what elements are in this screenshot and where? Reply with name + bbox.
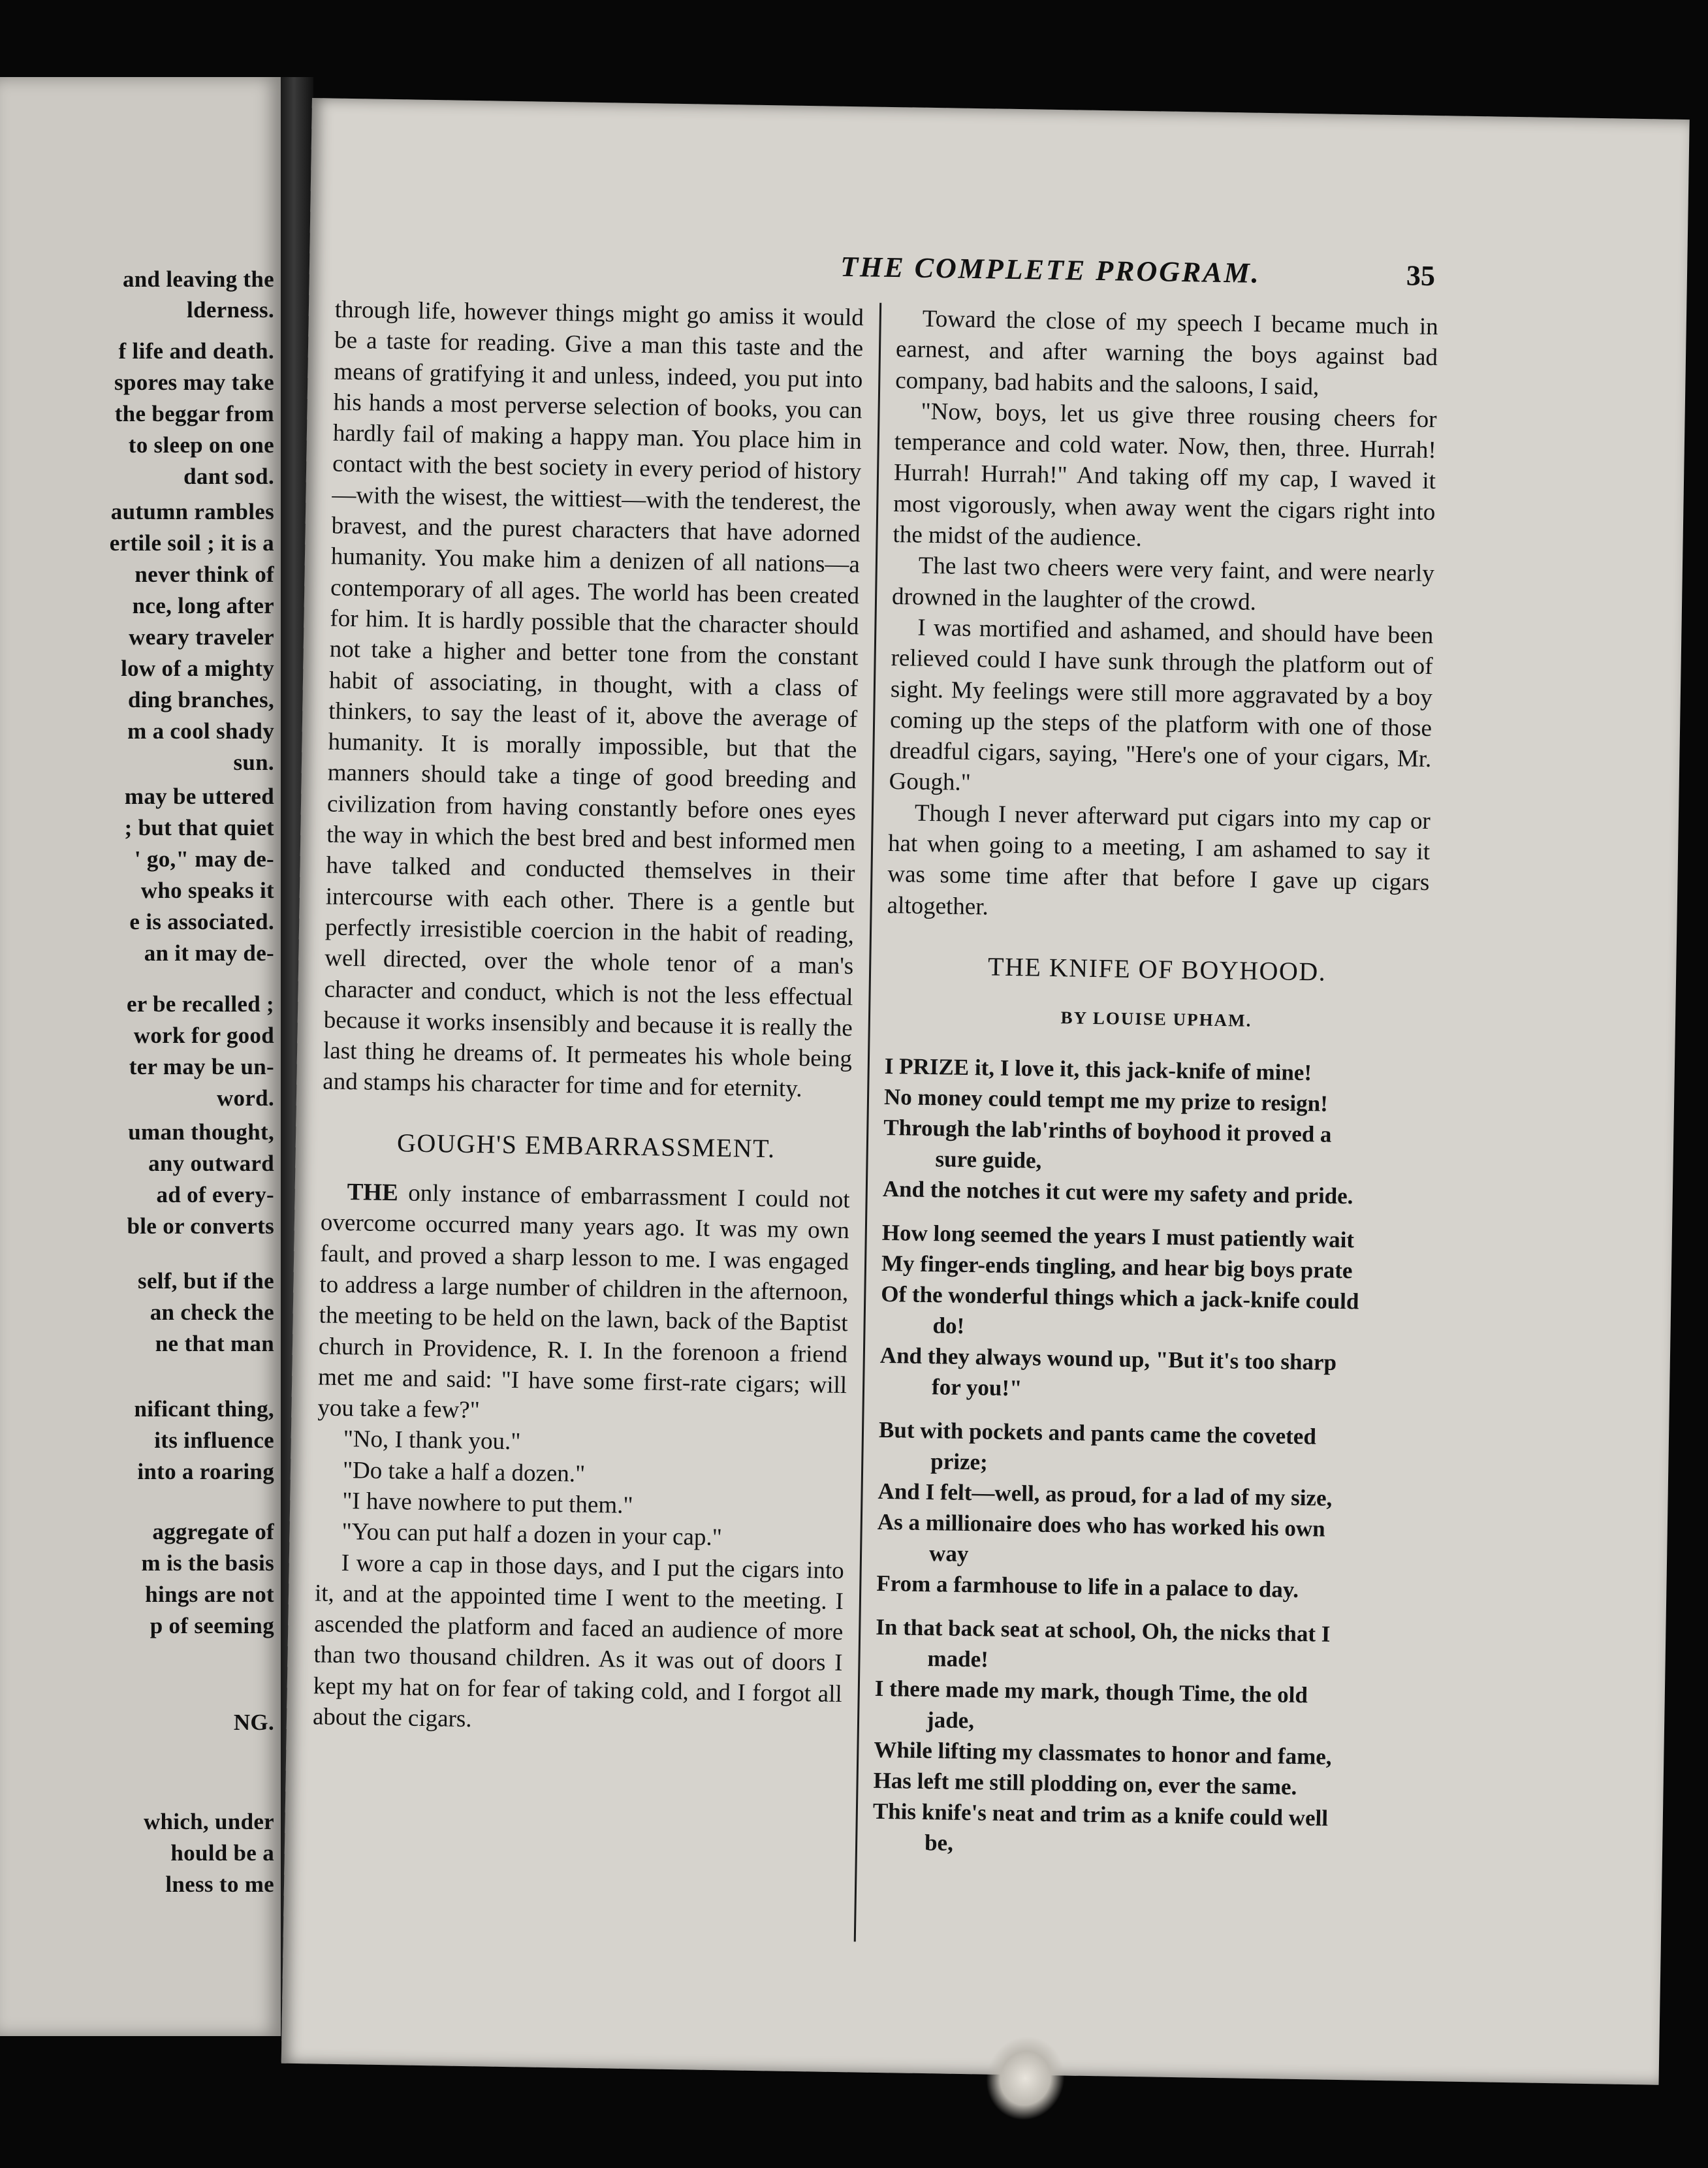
left-page-line: into a roaring <box>137 1459 274 1484</box>
poem-line: Of the wonderful things which a jack-knife could <box>881 1281 1359 1314</box>
poem-stanza <box>876 1414 1421 1606</box>
poem-line: From a farmhouse to life in a palace to day. <box>876 1570 1299 1602</box>
dialogue-line: "No, I thank you." <box>343 1426 521 1456</box>
poem-line: jade, <box>926 1706 975 1733</box>
left-page-fragment <box>0 77 281 2036</box>
gough-paragraph-1-text: only instance of embarrassment I could not overcome occurred many years ago. It was my own fault, and proved a sharp lesson to me. I was engaged to address a large number of children in the afternoon, the meeting to be held on the lawn, back of the Baptist church in Providence, R. I. In the forenoon a friend met me and said: "I have some first-rate cigars; will you take a few?" <box>317 1179 850 1424</box>
poem-line-text: it, I love it, this jack-knife of mine! <box>968 1054 1312 1085</box>
left-page-line: ne that man <box>155 1331 274 1356</box>
poem-line: sure guide, <box>935 1145 1042 1173</box>
left-page-line: may be uttered <box>124 784 274 809</box>
left-page-line: any outward <box>148 1151 274 1176</box>
poem-line: made! <box>927 1645 989 1672</box>
left-page-line: weary traveler <box>129 624 274 650</box>
left-page-line: ertile soil ; it is a <box>109 530 274 556</box>
left-page-line: autumn rambles <box>110 499 274 524</box>
left-page-line: nce, long after <box>132 593 274 618</box>
poem-stanza <box>872 1611 1418 1865</box>
left-page-line: p of seeming <box>150 1613 274 1638</box>
left-page-line: spores may take <box>114 370 274 395</box>
poem-line: And they always wound up, "But it's too sharp <box>879 1342 1337 1375</box>
page-number: 35 <box>1406 259 1436 293</box>
left-page-line: ter may be un- <box>129 1054 274 1079</box>
left-page-line: ding branches, <box>128 687 274 712</box>
poem-line: Through the lab'rinths of boyhood it proved a <box>883 1114 1332 1147</box>
gough-paragraph-cap: I wore a cap in those days, and I put the cigars into it, and at the appointed time I went to the meeting. I ascended the platform and faced an audience of more than two thousand children. As it was out of doors I kept my hat on for fear of taking cold, and I forgot all about the cigars. <box>312 1549 845 1733</box>
poem-line: prize; <box>930 1448 988 1475</box>
left-page-line: lderness. <box>187 297 274 323</box>
knife-poem <box>872 1050 1427 1865</box>
poem-line: way <box>928 1540 969 1567</box>
poem-line: This knife's neat and trim as a knife could well <box>872 1798 1329 1831</box>
poem-line: As a millionaire does who has worked his own <box>877 1508 1325 1542</box>
left-page-line: to sleep on one <box>128 432 274 458</box>
poem-line: be, <box>924 1829 954 1856</box>
dialogue-line: "You can put half a dozen in your cap." <box>341 1518 723 1552</box>
left-page-line: f life and death. <box>118 338 274 364</box>
gough-paragraph: Though I never afterward put cigars into my cap or hat when going to a meeting, I am ashamed to say it was some time after that before I gave up cigars altogether. <box>887 799 1431 921</box>
dialogue-line: "Do take a half a dozen." <box>342 1456 586 1488</box>
left-page-line: an check the <box>150 1299 274 1325</box>
poem-first-word: I PRIZE <box>884 1053 970 1080</box>
gough-heading: GOUGH'S EMBARRASSMENT. <box>396 1127 776 1164</box>
poem-line: But with pockets and pants came the coveted <box>878 1416 1317 1449</box>
left-page-line: dant sod. <box>183 464 274 489</box>
poem-line: for you!" <box>931 1373 1022 1401</box>
left-page-line: er be recalled ; <box>126 991 274 1017</box>
left-page-line: NG. <box>233 1710 274 1735</box>
left-page-line: word. <box>216 1085 274 1111</box>
left-page-line: sun. <box>233 750 274 775</box>
left-column <box>313 295 864 1741</box>
poem-line: And I felt—well, as proud, for a lad of my size, <box>878 1478 1333 1511</box>
left-page-line: hould be a <box>170 1840 274 1866</box>
left-page-line: lness to me <box>165 1872 274 1897</box>
poem-line: And the notches it cut were my safety and pride. <box>882 1175 1353 1209</box>
gough-paragraph-1 <box>317 1176 850 1431</box>
running-head: THE COMPLETE PROGRAM. <box>840 250 1261 289</box>
poem-line: My finger-ends tingling, and hear big boys prate <box>881 1250 1353 1283</box>
poem-stanza <box>879 1217 1424 1409</box>
left-page-line: an it may de- <box>144 940 274 966</box>
poem-line: While lifting my classmates to honor and fame, <box>874 1736 1332 1770</box>
left-page-line: e is associated. <box>129 909 274 934</box>
left-page-line: ad of every- <box>156 1182 274 1207</box>
poem-line: In that back seat at school, Oh, the nicks that I <box>876 1614 1331 1647</box>
left-page-line: the beggar from <box>114 401 274 426</box>
left-page-line: self, but if the <box>138 1268 274 1294</box>
left-page-line: m is the basis <box>141 1550 274 1576</box>
gough-paragraph: I was mortified and ashamed, and should have been relieved could I have sunk through the platform out of sight. My feelings were still more aggravated by a boy coming up the steps of the platform with one of those dreadful cigars, saying, "Here's one of your cigars, Mr. Gough." <box>889 614 1434 797</box>
dialogue-line: "I have nowhere to put them." <box>341 1487 633 1519</box>
left-page-line: which, under <box>143 1809 274 1834</box>
left-page-line: ble or converts <box>127 1213 274 1239</box>
left-page-line: ; but that quiet <box>124 815 274 840</box>
gough-paragraph: "Now, boys, let us give three rousing cheers for temperance and cold water. Now, then, three. Hurrah! Hurrah! Hurrah!" And taking off my cap, I waved it most vigorously, when away went the cigars right into the midst of the audience. <box>893 398 1437 552</box>
left-page-line: who speaks it <box>140 878 274 903</box>
left-page-line: low of a mighty <box>121 656 274 681</box>
poem-stanza <box>883 1050 1427 1212</box>
reading-essay-ending: through life, however things might go amiss it would be a taste for reading. Give a man this taste and the means of gratifying it and unless, indeed, you put into his hands a most perverse selection of books, you can hardly fail of making a happy man. You place him in contact with the best society in every period of history —with the wisest, the wittiest—with the tenderest, the bravest, and the purest characters that have adorned humanity. You make him a denizen of all nations—a contemporary of all ages. The world has been created for him. It is hardly possible that the character should not take a higher and better tone from the constant habit of associating, in thought, with a class of thinkers, to say the least of it, above the average of humanity. It is morally impossible, but that the manners should take a tinge of good breeding and civilization from having constantly before ones eyes the way in which the best bred and best informed men have talked and conducted themselves in their intercourse with each other. There is a gentle but perfectly irresistible coercion in the habit of reading, well directed, over the whole tenor of a man's character and conduct, which is not the less effectual because it works insensibly and because it is really the last thing he dreams of. It permeates his whole being and stamps his character for time and for eternity. <box>323 296 864 1103</box>
right-page <box>281 98 1690 2085</box>
left-page-line: ' go," may de- <box>134 846 274 872</box>
left-page-line: and leaving the <box>122 266 274 292</box>
poem-line: do! <box>932 1312 965 1339</box>
gough-paragraph: The last two cheers were very faint, and were nearly drowned in the laughter of the crowd. <box>891 552 1435 616</box>
left-page-line: never think of <box>134 562 274 587</box>
left-page-line: hings are not <box>145 1582 274 1607</box>
dropcap-word: THE <box>347 1179 399 1207</box>
left-page-line: m a cool shady <box>127 718 274 744</box>
poem-line: No money could tempt me my prize to resign! <box>883 1083 1329 1117</box>
right-column <box>872 303 1438 1878</box>
knife-heading: THE KNIFE OF BOYHOOD. <box>987 951 1327 987</box>
gough-paragraph: Toward the close of my speech I became much in earnest, and after warning the boys against bad company, bad habits and the saloons, I said, <box>894 305 1439 400</box>
poem-line: Has left me still plodding on, ever the same. <box>873 1767 1297 1800</box>
poem-line: How long seemed the years I must patiently wait <box>881 1219 1355 1252</box>
left-page-line: work for good <box>133 1023 274 1048</box>
knife-byline: BY LOUISE UPHAM. <box>1060 1008 1252 1031</box>
paper-damage-mark <box>975 2026 1077 2131</box>
left-page-line: aggregate of <box>152 1519 274 1544</box>
poem-line: I there made my mark, though Time, the old <box>874 1675 1308 1708</box>
left-page-line: uman thought, <box>128 1119 274 1145</box>
left-page-line: its influence <box>154 1427 274 1453</box>
left-page-line: nificant thing, <box>134 1396 274 1422</box>
